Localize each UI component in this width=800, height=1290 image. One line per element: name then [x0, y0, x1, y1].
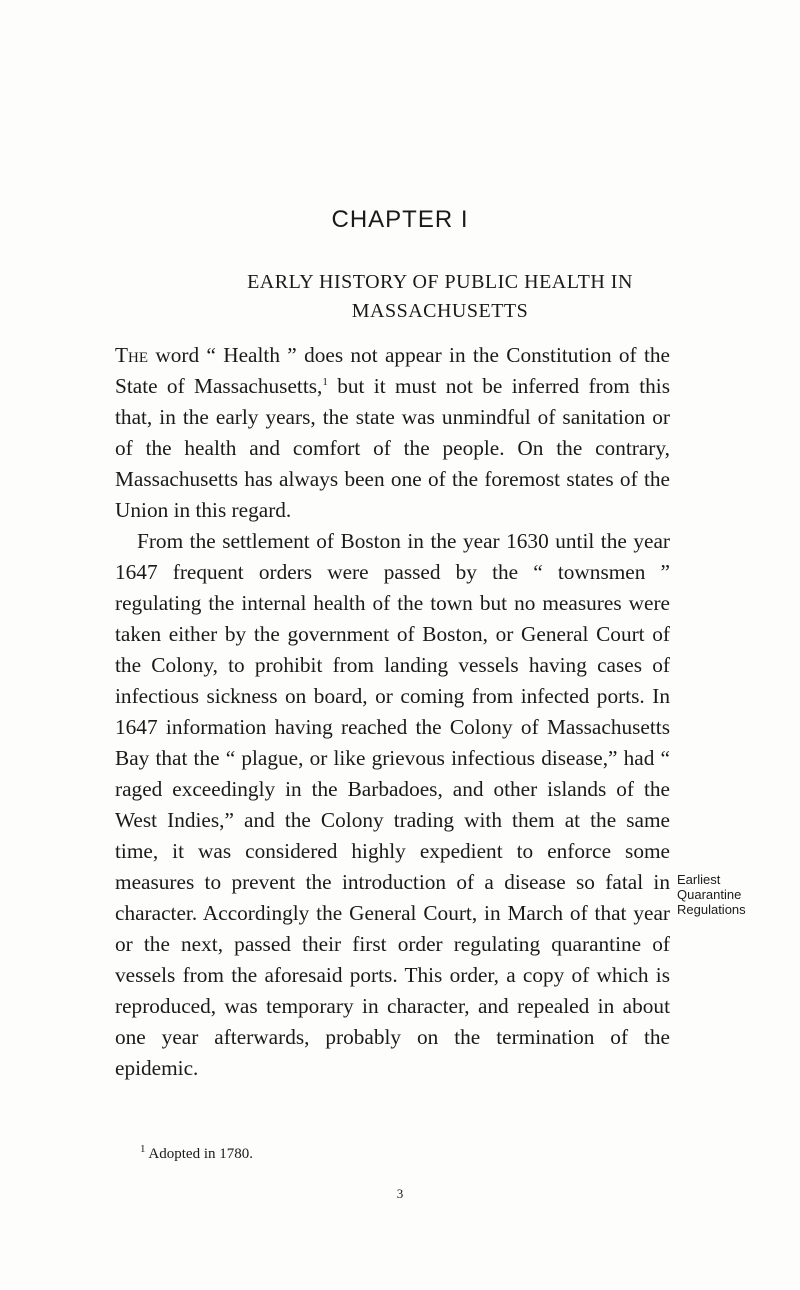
chapter-title-line: MASSACHUSETTS: [351, 300, 529, 322]
margin-note-line: Regulations: [677, 902, 746, 917]
chapter-heading: CHAPTER I: [331, 206, 469, 233]
page-number: 3: [396, 1186, 404, 1201]
paragraph-text: word “ Health ” does not appear in the Constitution of the State of Massachusetts,: [115, 343, 670, 398]
chapter-title: [150, 268, 730, 326]
paragraph: [115, 340, 670, 526]
paragraph-lead-word: The: [115, 343, 149, 367]
footnote-reference: 1: [322, 375, 328, 388]
footnote-text: Adopted in 1780.: [145, 1146, 253, 1162]
body-text: [115, 340, 670, 1084]
margin-note: [677, 872, 797, 917]
footnote: [140, 1143, 253, 1163]
chapter-title-line: EARLY HISTORY OF PUBLIC HEALTH IN: [247, 271, 633, 293]
paragraph: From the settlement of Boston in the year 1630 until the year 1647 frequent orders were passed by the “ townsmen ” regulating the internal health of the town but no measures were taken either by the government of Boston, or General Court of the Colony, to prohibit from landing vessels having cases of infectious sickness on board, or coming from infected ports. In 1647 information having reached the Colony of Massachusetts Bay that the “ plague, or like grievous infectious disease,” had “ raged exceedingly in the Barbadoes, and other islands of the West Indies,” and the Colony trading with them at the same time, it was considered highly expedient to enforce some measures to prevent the introduction of a disease so fatal in character. Accordingly the General Court, in March of that year or the next, passed their first order regulating quarantine of vessels from the aforesaid ports. This order, a copy of which is reproduced, was temporary in character, and repealed in about one year afterwards, probably on the termination of the epidemic.: [115, 529, 670, 1080]
margin-note-line: Quarantine: [677, 887, 742, 902]
footnote-mark: 1: [140, 1143, 146, 1155]
margin-note-line: Earliest: [677, 872, 721, 887]
paragraph-text: but it must not be inferred from this that, in the early years, the state was unmindful of sanitation or of the health and comfort of the people. On the contrary, Massachusetts has always been one of the foremost states of the Union in this regard.: [115, 374, 670, 522]
